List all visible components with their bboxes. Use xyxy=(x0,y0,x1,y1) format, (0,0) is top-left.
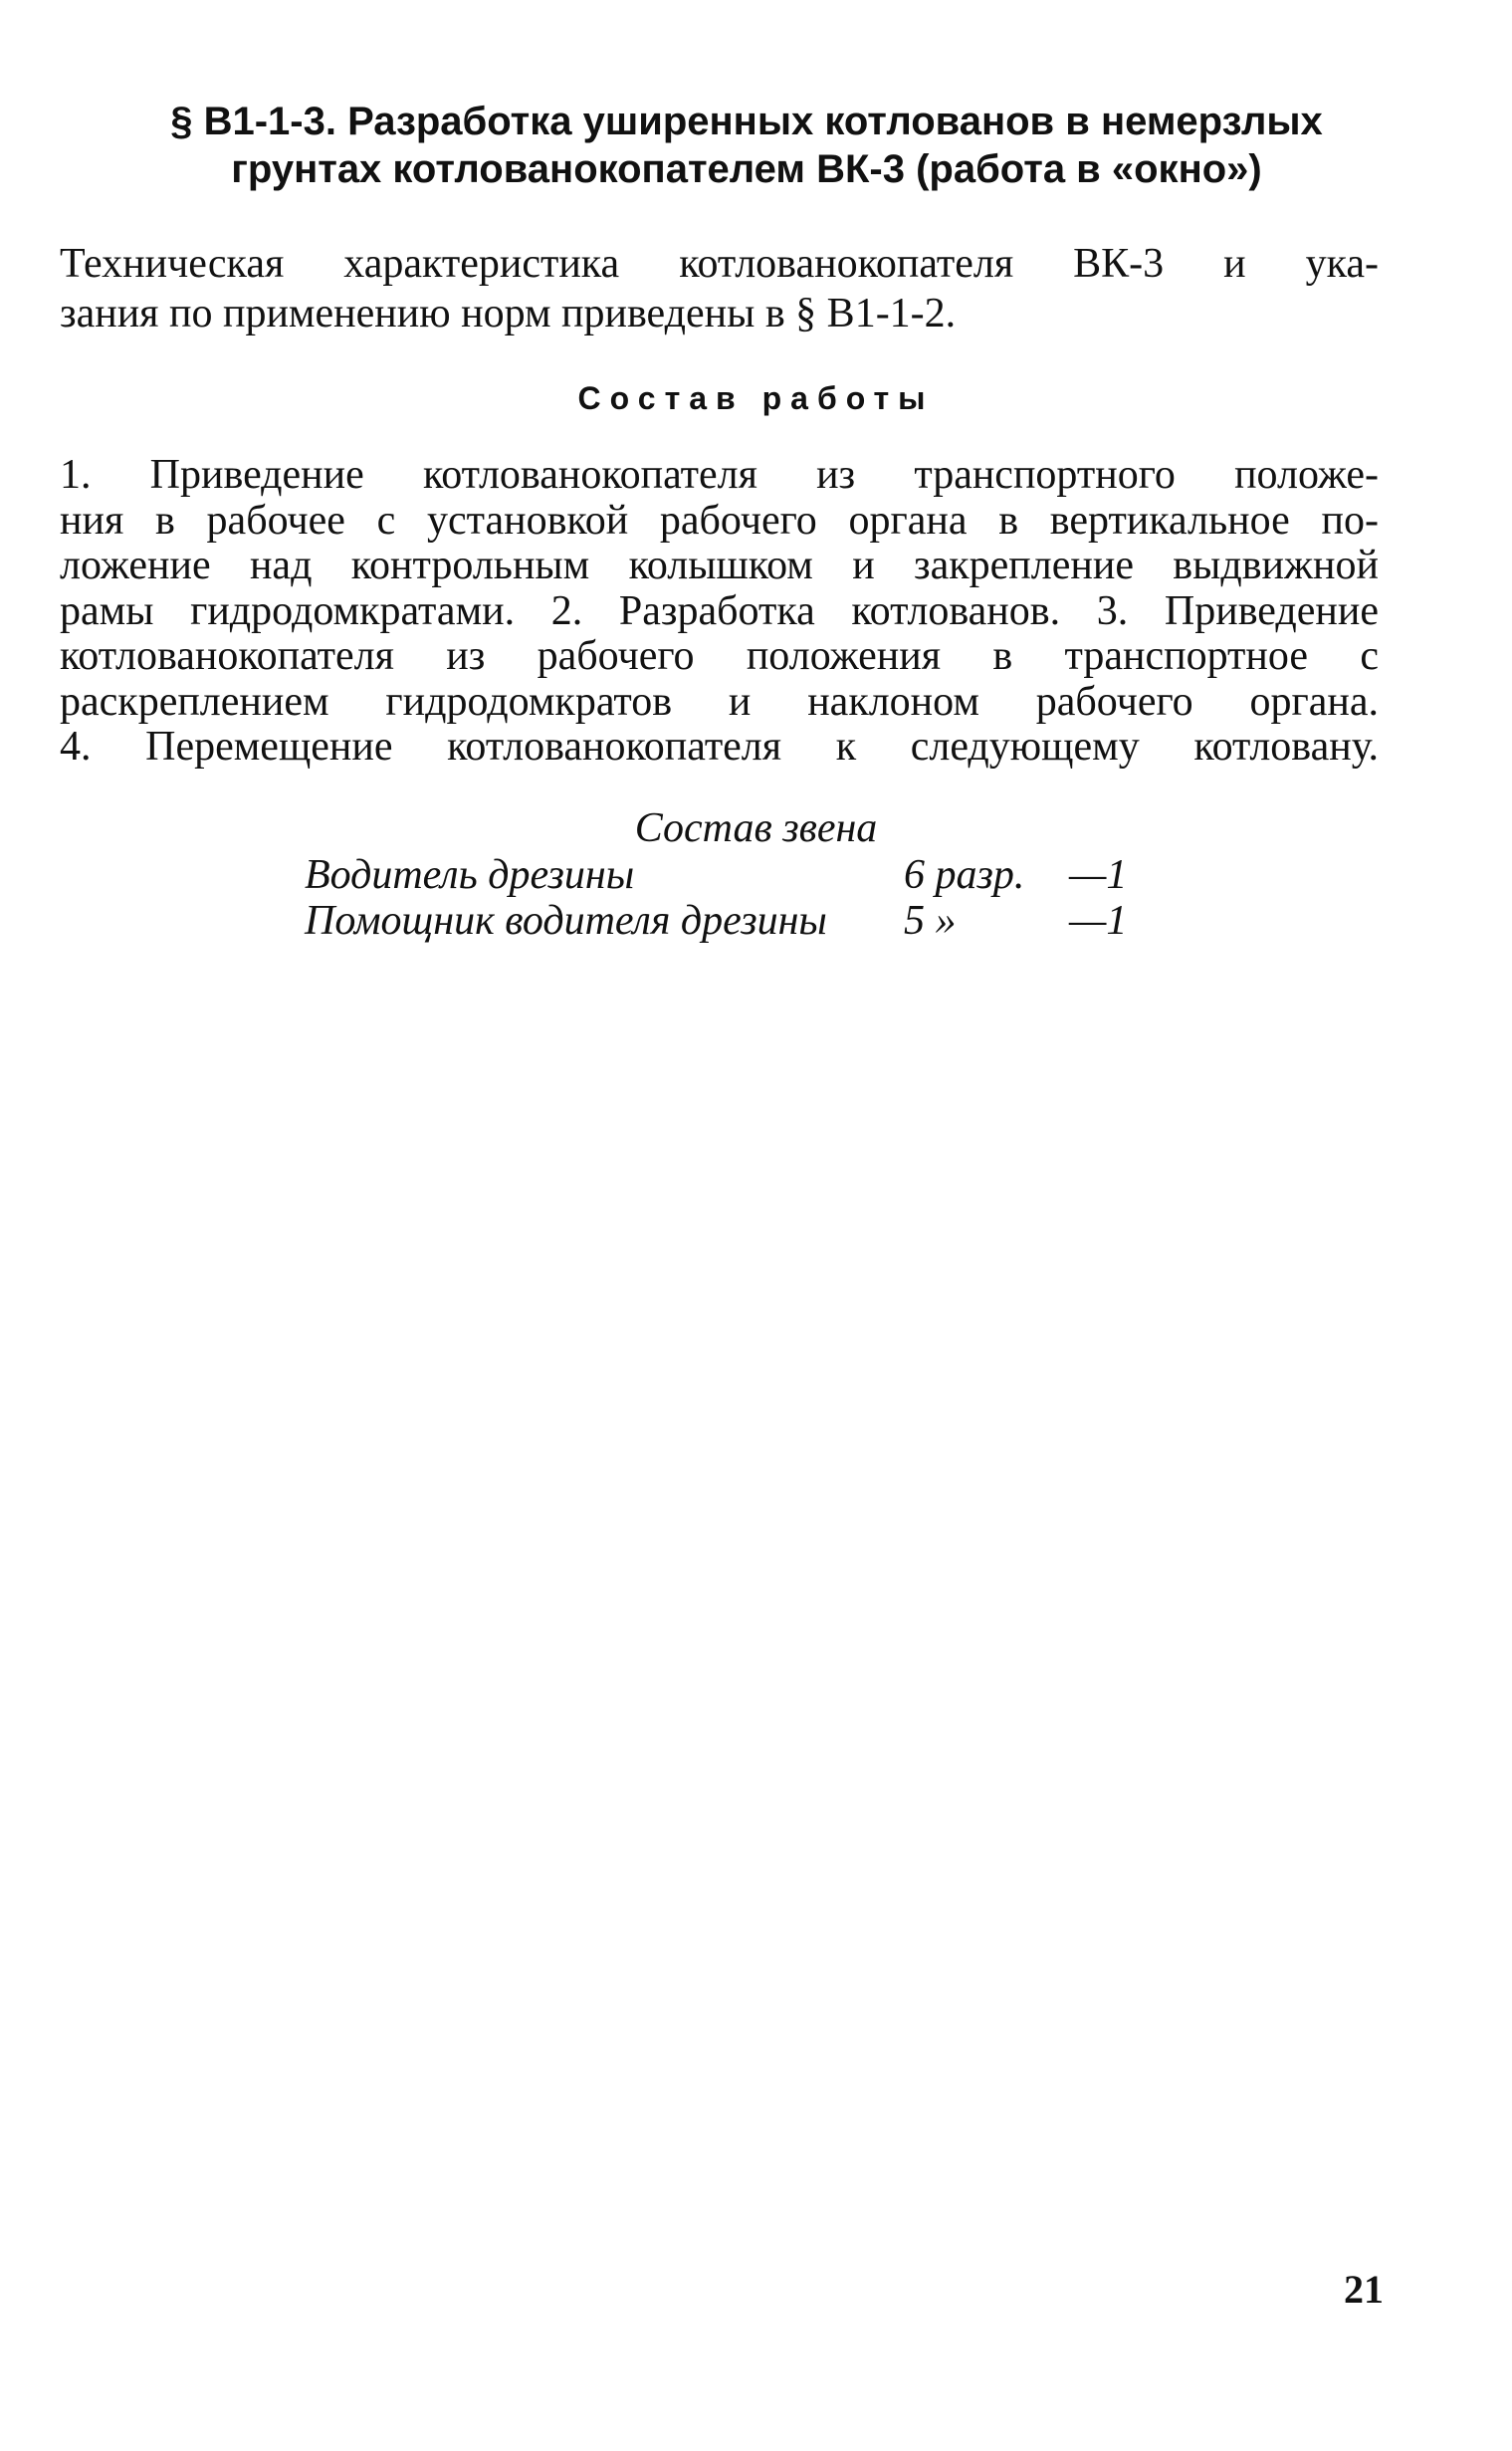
intro-line-1: Техническая характеристика котлованокопателя ВК-3 и ука- xyxy=(60,241,1379,287)
page-number: 21 xyxy=(1344,2267,1384,2312)
crew-list xyxy=(305,852,1200,944)
crew-role: Помощник водителя дрезины xyxy=(305,898,827,944)
work-section-title: Состав работы xyxy=(577,380,935,416)
work-line-1: 1. Приведение котлованокопателя из транспортного положе- xyxy=(60,452,1379,498)
crew-title: Состав звена xyxy=(634,805,878,851)
crew-grade: 5 » xyxy=(904,898,957,944)
work-line-2: ния в рабочее с установкой рабочего органа в вертикальное по- xyxy=(60,497,1379,544)
work-line-6: раскреплением гидродомкратов и наклоном рабочего органа. xyxy=(60,678,1379,725)
work-line-5: котлованокопателя из рабочего положения в транспортное с xyxy=(60,633,1379,679)
crew-row xyxy=(305,852,1200,898)
intro-line-2: зания по применению норм приведены в § В1-1-2. xyxy=(60,291,957,336)
work-line-3: ложение над контрольным колышком и закрепление выдвижной xyxy=(60,543,1379,588)
intro-paragraph xyxy=(60,239,1379,338)
crew-count: —1 xyxy=(1069,898,1128,944)
work-description xyxy=(60,453,1379,771)
heading-line-1: § В1-1-3. Разработка уширенных котлованов в немерзлых xyxy=(170,100,1323,143)
crew-grade: 6 разр. xyxy=(904,852,1025,898)
work-line-4: рамы гидродомкратами. 2. Разработка котлованов. 3. Приведение xyxy=(60,587,1379,634)
section-heading xyxy=(119,98,1374,193)
work-line-7: 4. Перемещение котлованокопателя к следующему котловану. xyxy=(60,724,1379,770)
crew-role: Водитель дрезины xyxy=(305,852,635,898)
crew-row xyxy=(305,898,1200,944)
heading-line-2: грунтах котлованокопателем ВК-3 (работа в «окно») xyxy=(231,147,1262,191)
crew-count: —1 xyxy=(1069,852,1128,898)
